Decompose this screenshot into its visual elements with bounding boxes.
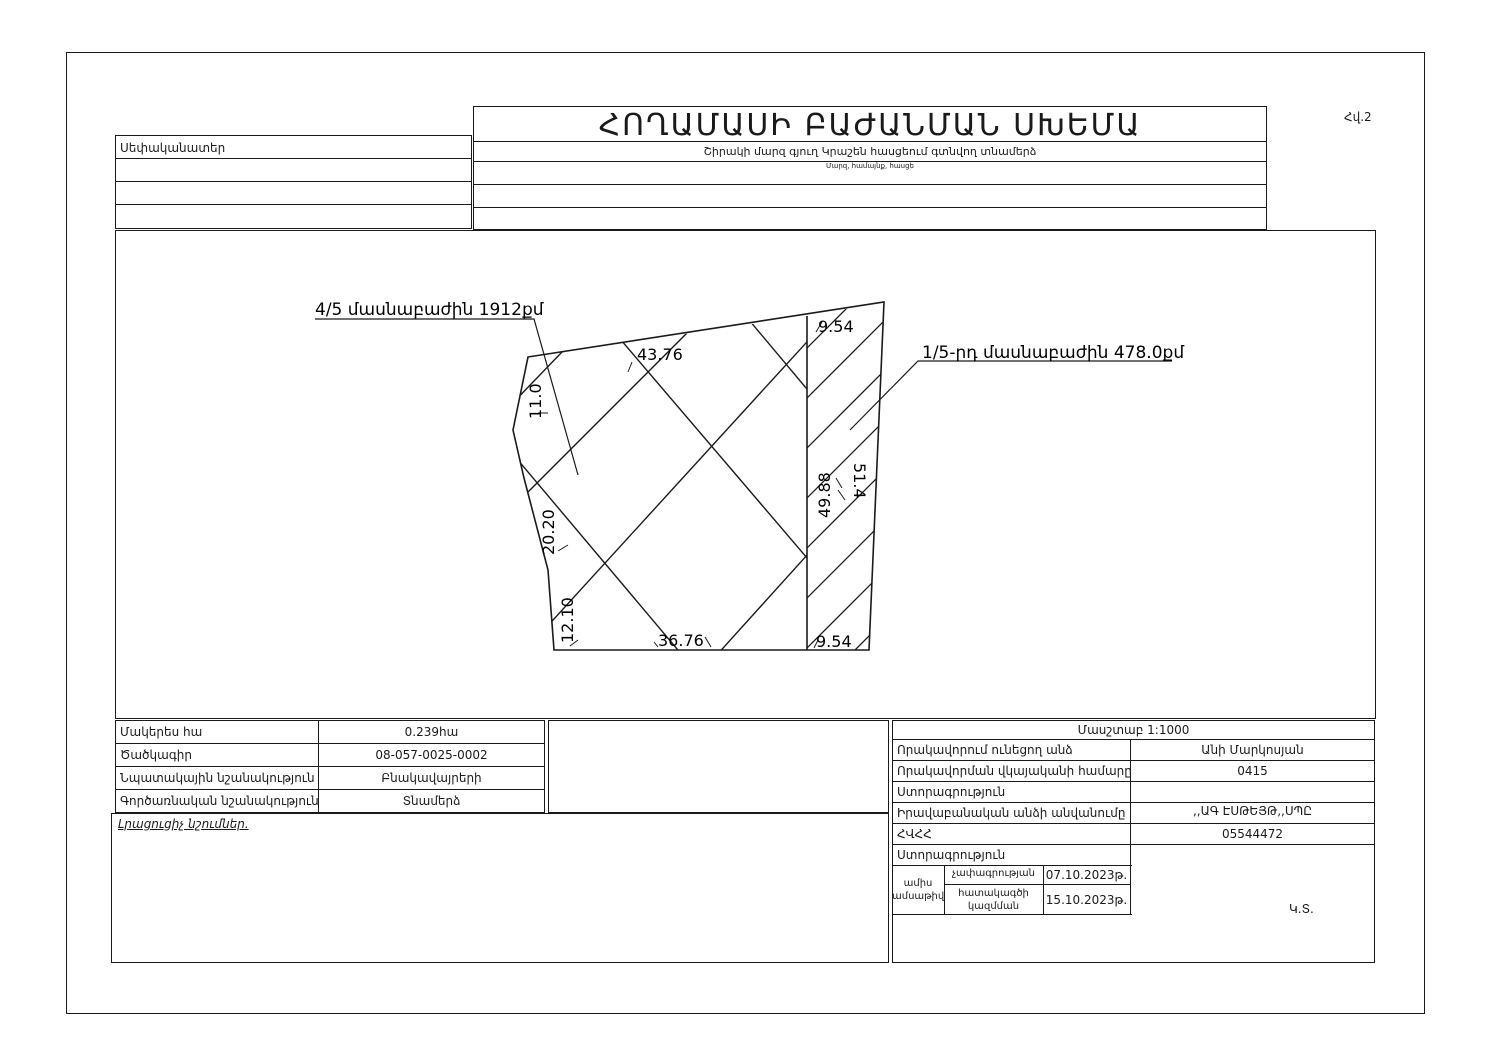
signature-label: Ստորագրություն [897,785,1006,799]
dim-left-top: 11.0 [526,383,545,419]
plan-label: հատակագծի կազմման [958,888,1029,912]
dim-inner: 49.88 [815,472,834,518]
purpose-label: Նպատակային նշանակություն [120,771,315,785]
performer-row [892,802,1375,803]
notes-label: Լրացուցիչ նշումներ. [118,817,249,831]
function-value: Տնամերձ [402,794,461,808]
performer-row [892,760,1375,761]
performer-value: Անի Մարկոսյան [1201,743,1304,757]
entity-value: ,,ԱԳ ԷՍԹԵՅԹ,,ՍՊԸ [1192,804,1313,818]
cert-value: 0415 [1237,764,1268,778]
plan-date: 15.10.2023թ. [1045,893,1128,907]
seal-label: Կ.Տ. [1289,902,1314,916]
dim-bottom-right: 9.54 [816,632,852,651]
date-label: ամիս ամսաթիվ [892,878,945,902]
function-label: Գործառնական նշանակություն [120,794,319,808]
page-title: ՀՈՂԱՄԱՍԻ ԲԱԺԱՆՄԱՆ ՍԽԵՄԱ [598,108,1142,143]
label-part-1-5: 1/5-րդ մասնաբաժին 478.0քմ [922,343,1185,363]
leader-1-5 [850,361,1172,430]
dim-right: 51.4 [850,463,869,499]
hatch-4-5 [400,190,920,740]
notes-area [111,813,889,963]
dim-left-bottom: 12.10 [558,597,577,643]
tin-value: 05544472 [1221,827,1284,841]
measure-date: 07.10.2023թ. [1045,868,1128,882]
cert-label: Որակավորման վկայականի համարը [897,764,1132,778]
signature-label-2: Ստորագրություն [897,848,1006,862]
dim-top-right: 9.54 [818,317,854,336]
tin-label: ՀՎՀՀ [897,827,932,841]
area-label: Մակերես հա [120,725,203,739]
blank-box [548,720,889,813]
address-caption: Մարզ, համայնք, հասցե [825,162,914,170]
parcel-info-row [115,766,545,767]
performer-row [892,739,1375,740]
performer-row [892,823,1375,824]
scale-label: Մասշտաբ 1:1000 [1077,723,1190,737]
parcel-info-row [115,789,545,790]
area-value: 0.239հա [404,725,459,739]
entity-label: Իրավաբանական անձի անվանումը [897,806,1126,820]
label-part-4-5: 4/5 մասնաբաժին 1912քմ [315,300,544,320]
owners-label: Սեփականատեր [120,141,226,155]
code-value: 08-057-0025-0002 [375,748,488,762]
performer-row [892,844,1375,845]
parcel-info-row [115,743,545,744]
performer-label: Որակավորում ունեցող անձ [897,743,1073,757]
performer-row [892,865,1132,866]
appendix-label: Հվ.2 [1344,110,1372,124]
purpose-value: Բնակավայրերի [381,771,482,785]
performer-row [892,781,1375,782]
date-row [944,884,1130,885]
dim-top: 43.76 [637,345,683,364]
code-label: Ծածկագիր [120,748,192,762]
address-text: Շիրակի մարզ գյուղ Կրաշեն հասցեում գտնվող տնամերձ [703,145,1037,158]
date-row [892,914,1132,915]
dim-bottom: 36.76 [658,631,704,650]
measure-label: չափագրության [951,868,1036,879]
dim-left-mid: 20.20 [539,509,558,555]
